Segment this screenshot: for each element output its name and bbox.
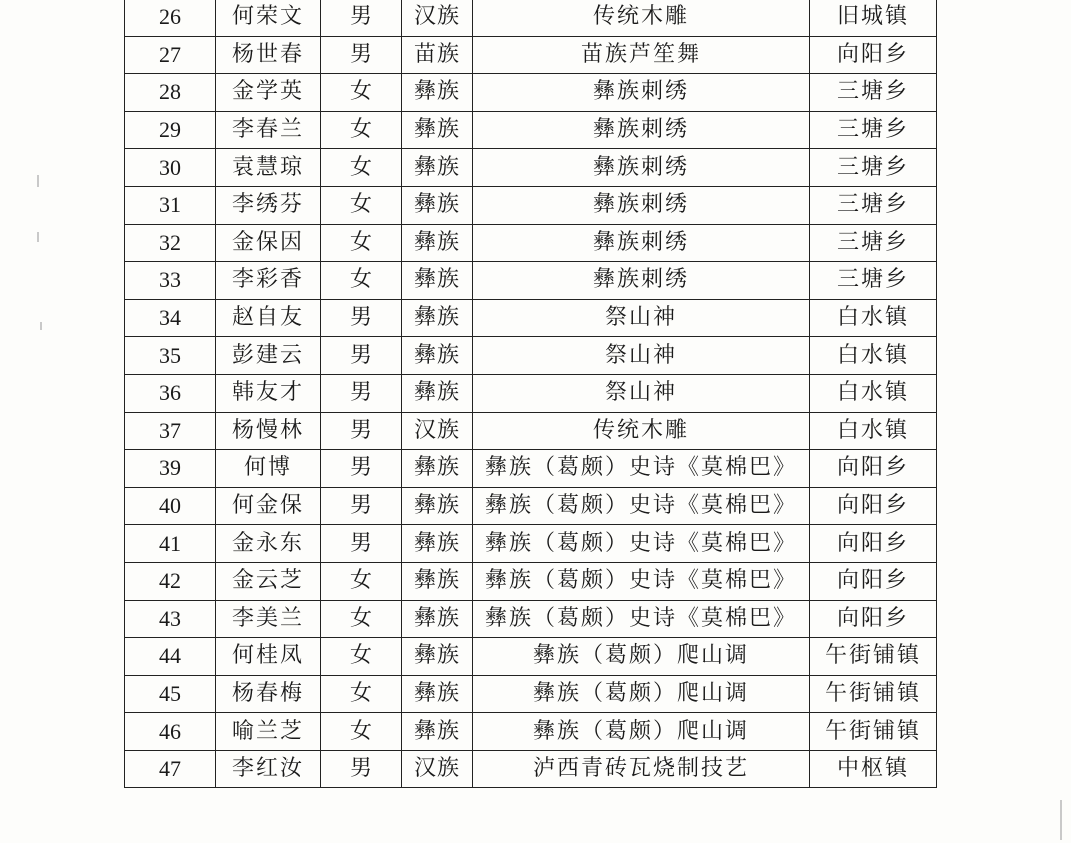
row-number: 36 — [125, 374, 216, 412]
table-row — [125, 713, 937, 751]
heritage-item-cell: 彝族（葛颇）史诗《莫棉巴》 — [473, 525, 810, 563]
row-number: 41 — [125, 525, 216, 563]
heritage-item-cell: 彝族（葛颇）史诗《莫棉巴》 — [473, 562, 810, 600]
row-number: 33 — [125, 262, 216, 300]
gender-cell: 女 — [321, 186, 402, 224]
table-row — [125, 36, 937, 74]
town-cell: 向阳乡 — [810, 487, 937, 525]
heritage-item-cell: 苗族芦笙舞 — [473, 36, 810, 74]
heritage-item-cell: 彝族刺绣 — [473, 224, 810, 262]
gender-cell: 女 — [321, 675, 402, 713]
heritage-item-cell: 彝族（葛颇）爬山调 — [473, 675, 810, 713]
inheritor-table — [124, 0, 937, 788]
town-cell: 白水镇 — [810, 337, 937, 375]
row-number: 37 — [125, 412, 216, 450]
gender-cell: 男 — [321, 374, 402, 412]
heritage-item-cell: 祭山神 — [473, 299, 810, 337]
gender-cell: 女 — [321, 111, 402, 149]
ethnicity-cell: 彝族 — [402, 111, 473, 149]
ethnicity-cell: 彝族 — [402, 74, 473, 112]
gender-cell: 女 — [321, 600, 402, 638]
row-number: 47 — [125, 750, 216, 788]
town-cell: 向阳乡 — [810, 450, 937, 488]
ethnicity-cell: 汉族 — [402, 412, 473, 450]
row-number: 43 — [125, 600, 216, 638]
name-cell: 袁慧琼 — [216, 149, 321, 187]
ethnicity-cell: 彝族 — [402, 487, 473, 525]
name-cell: 何博 — [216, 450, 321, 488]
scan-speck — [37, 175, 39, 187]
table-row — [125, 600, 937, 638]
gender-cell: 男 — [321, 337, 402, 375]
row-number: 34 — [125, 299, 216, 337]
gender-cell: 女 — [321, 262, 402, 300]
row-number: 31 — [125, 186, 216, 224]
town-cell: 向阳乡 — [810, 36, 937, 74]
table-row — [125, 562, 937, 600]
ethnicity-cell: 苗族 — [402, 36, 473, 74]
name-cell: 何金保 — [216, 487, 321, 525]
gender-cell: 男 — [321, 525, 402, 563]
table-row — [125, 638, 937, 676]
name-cell: 杨世春 — [216, 36, 321, 74]
name-cell: 金云芝 — [216, 562, 321, 600]
row-number: 42 — [125, 562, 216, 600]
ethnicity-cell: 彝族 — [402, 337, 473, 375]
town-cell: 中枢镇 — [810, 750, 937, 788]
table-row — [125, 750, 937, 788]
town-cell: 三塘乡 — [810, 186, 937, 224]
heritage-item-cell: 彝族刺绣 — [473, 262, 810, 300]
gender-cell: 女 — [321, 562, 402, 600]
ethnicity-cell: 彝族 — [402, 450, 473, 488]
gender-cell: 女 — [321, 149, 402, 187]
heritage-item-cell: 彝族刺绣 — [473, 186, 810, 224]
town-cell: 白水镇 — [810, 299, 937, 337]
row-number: 29 — [125, 111, 216, 149]
table-body — [125, 0, 937, 788]
scan-speck — [1060, 800, 1062, 840]
ethnicity-cell: 彝族 — [402, 224, 473, 262]
table-row — [125, 299, 937, 337]
scan-speck — [40, 322, 42, 330]
gender-cell: 男 — [321, 36, 402, 74]
scan-speck — [37, 232, 39, 242]
gender-cell: 女 — [321, 638, 402, 676]
town-cell: 向阳乡 — [810, 525, 937, 563]
ethnicity-cell: 彝族 — [402, 262, 473, 300]
heritage-item-cell: 彝族（葛颇）爬山调 — [473, 638, 810, 676]
gender-cell: 女 — [321, 713, 402, 751]
table-row — [125, 675, 937, 713]
heritage-item-cell: 彝族刺绣 — [473, 149, 810, 187]
table-row — [125, 111, 937, 149]
name-cell: 赵自友 — [216, 299, 321, 337]
town-cell: 三塘乡 — [810, 149, 937, 187]
row-number: 46 — [125, 713, 216, 751]
ethnicity-cell: 彝族 — [402, 525, 473, 563]
row-number: 39 — [125, 450, 216, 488]
name-cell: 何荣文 — [216, 0, 321, 36]
heritage-item-cell: 传统木雕 — [473, 412, 810, 450]
name-cell: 李红汝 — [216, 750, 321, 788]
name-cell: 韩友才 — [216, 374, 321, 412]
town-cell: 午街铺镇 — [810, 713, 937, 751]
table-row — [125, 337, 937, 375]
name-cell: 金永东 — [216, 525, 321, 563]
name-cell: 李绣芬 — [216, 186, 321, 224]
heritage-item-cell: 彝族（葛颇）史诗《莫棉巴》 — [473, 450, 810, 488]
ethnicity-cell: 汉族 — [402, 750, 473, 788]
ethnicity-cell: 彝族 — [402, 299, 473, 337]
row-number: 45 — [125, 675, 216, 713]
row-number: 40 — [125, 487, 216, 525]
name-cell: 喻兰芝 — [216, 713, 321, 751]
heritage-item-cell: 彝族刺绣 — [473, 74, 810, 112]
name-cell: 李春兰 — [216, 111, 321, 149]
row-number: 26 — [125, 0, 216, 36]
name-cell: 何桂凤 — [216, 638, 321, 676]
town-cell: 午街铺镇 — [810, 675, 937, 713]
name-cell: 李彩香 — [216, 262, 321, 300]
heritage-item-cell: 彝族（葛颇）史诗《莫棉巴》 — [473, 600, 810, 638]
ethnicity-cell: 彝族 — [402, 374, 473, 412]
ethnicity-cell: 彝族 — [402, 675, 473, 713]
town-cell: 白水镇 — [810, 412, 937, 450]
row-number: 32 — [125, 224, 216, 262]
gender-cell: 男 — [321, 299, 402, 337]
ethnicity-cell: 彝族 — [402, 149, 473, 187]
table-row — [125, 412, 937, 450]
town-cell: 午街铺镇 — [810, 638, 937, 676]
gender-cell: 女 — [321, 224, 402, 262]
name-cell: 李美兰 — [216, 600, 321, 638]
heritage-item-cell: 祭山神 — [473, 374, 810, 412]
ethnicity-cell: 汉族 — [402, 0, 473, 36]
town-cell: 三塘乡 — [810, 224, 937, 262]
town-cell: 白水镇 — [810, 374, 937, 412]
table-row — [125, 262, 937, 300]
row-number: 28 — [125, 74, 216, 112]
gender-cell: 男 — [321, 750, 402, 788]
ethnicity-cell: 彝族 — [402, 600, 473, 638]
name-cell: 杨春梅 — [216, 675, 321, 713]
name-cell: 杨慢林 — [216, 412, 321, 450]
table-row — [125, 525, 937, 563]
table-row — [125, 186, 937, 224]
name-cell: 金学英 — [216, 74, 321, 112]
ethnicity-cell: 彝族 — [402, 713, 473, 751]
name-cell: 金保因 — [216, 224, 321, 262]
town-cell: 向阳乡 — [810, 600, 937, 638]
table-row — [125, 450, 937, 488]
row-number: 30 — [125, 149, 216, 187]
town-cell: 三塘乡 — [810, 262, 937, 300]
table-row — [125, 74, 937, 112]
ethnicity-cell: 彝族 — [402, 186, 473, 224]
town-cell: 三塘乡 — [810, 111, 937, 149]
gender-cell: 女 — [321, 74, 402, 112]
gender-cell: 男 — [321, 0, 402, 36]
town-cell: 向阳乡 — [810, 562, 937, 600]
name-cell: 彭建云 — [216, 337, 321, 375]
table-row — [125, 224, 937, 262]
town-cell: 旧城镇 — [810, 0, 937, 36]
table-row — [125, 149, 937, 187]
gender-cell: 男 — [321, 412, 402, 450]
row-number: 27 — [125, 36, 216, 74]
heritage-item-cell: 祭山神 — [473, 337, 810, 375]
row-number: 44 — [125, 638, 216, 676]
ethnicity-cell: 彝族 — [402, 562, 473, 600]
heritage-item-cell: 彝族（葛颇）史诗《莫棉巴》 — [473, 487, 810, 525]
gender-cell: 男 — [321, 487, 402, 525]
table-row — [125, 374, 937, 412]
table-row — [125, 0, 937, 36]
heritage-item-cell: 传统木雕 — [473, 0, 810, 36]
table-row — [125, 487, 937, 525]
ethnicity-cell: 彝族 — [402, 638, 473, 676]
heritage-item-cell: 彝族（葛颇）爬山调 — [473, 713, 810, 751]
gender-cell: 男 — [321, 450, 402, 488]
heritage-item-cell: 彝族刺绣 — [473, 111, 810, 149]
row-number: 35 — [125, 337, 216, 375]
heritage-item-cell: 泸西青砖瓦烧制技艺 — [473, 750, 810, 788]
town-cell: 三塘乡 — [810, 74, 937, 112]
